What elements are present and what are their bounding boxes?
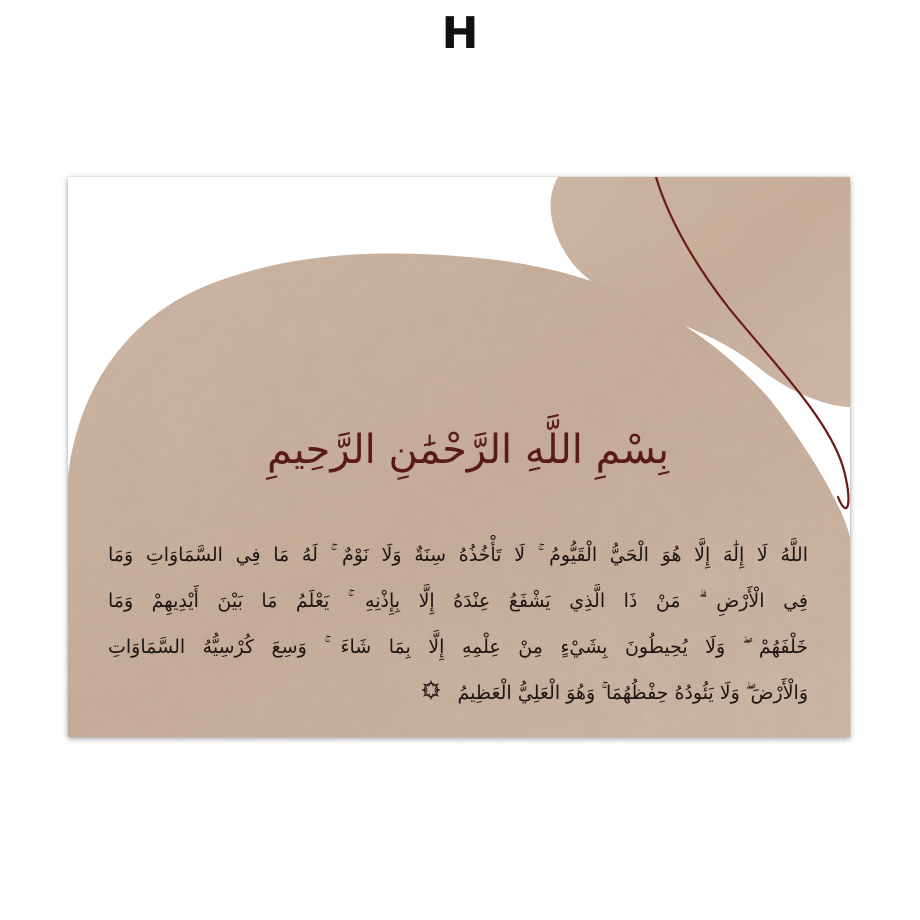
- verse-line: فِي الْأَرْضِ ۗ مَنْ ذَا الَّذِي يَشْفَعُ عِنْدَهُ إِلَّا بِإِذْنِهِ ۚ يَعْلَمُ مَا بَيْنَ أَيْدِيهِمْ وَمَا: [108, 590, 808, 612]
- basmala-calligraphy: بِسْمِ اللَّهِ الرَّحْمَٰنِ الرَّحِيمِ: [266, 427, 670, 473]
- wall-art-print: [68, 177, 850, 737]
- ayah-end-ornament-icon: [421, 671, 441, 717]
- verse-line: خَلْفَهُمْ ۖ وَلَا يُحِيطُونَ بِشَيْءٍ مِنْ عِلْمِهِ إِلَّا بِمَا شَاءَ ۚ وَسِعَ كُرْسِيُّهُ السَّمَاوَاتِ: [108, 636, 808, 658]
- verse-line-text: وَالْأَرْضَ ۖ وَلَا يَئُودُهُ حِفْظُهُمَا ۚ وَهُوَ الْعَلِيُّ الْعَظِيمُ: [457, 682, 808, 704]
- ayat-al-kursi-text: [108, 532, 808, 717]
- variant-label: H: [441, 8, 479, 59]
- verse-line-last: [228, 670, 808, 717]
- verse-line: اللَّهُ لَا إِلَٰهَ إِلَّا هُوَ الْحَيُّ الْقَيُّومُ ۚ لَا تَأْخُذُهُ سِنَةٌ وَلَا نَوْمٌ ۚ لَهُ مَا فِي السَّمَاوَاتِ وَمَا: [108, 544, 808, 566]
